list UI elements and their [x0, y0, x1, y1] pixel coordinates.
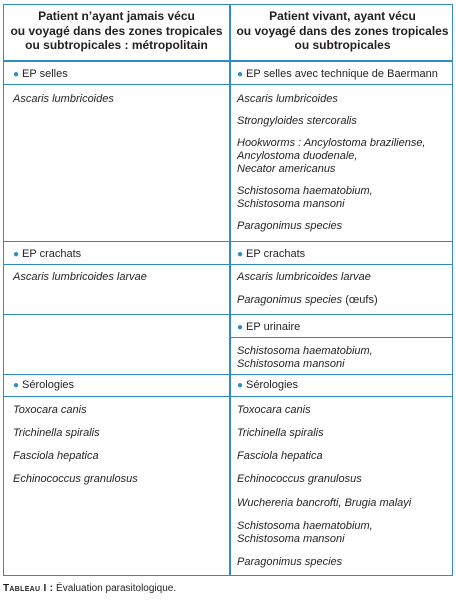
species-item: Necator americanus: [237, 163, 336, 175]
header-rule: [4, 60, 452, 62]
species-item: Wuchereria bancrofti, Brugia malayi: [237, 497, 412, 509]
header-left-line: ou subtropicales : métropolitain: [25, 38, 208, 52]
species-item: Paragonimus species: [237, 556, 343, 568]
row-rule: [230, 337, 452, 338]
header-left-line: ou voyagé dans des zones tropicales: [10, 23, 223, 38]
species-item: Ascaris lumbricoides larvae: [237, 271, 371, 283]
species-item: Schistosoma haematobium,: [237, 520, 373, 532]
species-item: Toxocara canis: [13, 404, 87, 416]
bullet-icon: ●: [13, 69, 20, 80]
section-serologies-left: ● Sérologies: [13, 379, 75, 391]
species-item: Echinococcus granulosus: [237, 473, 362, 485]
header-left-line: Patient n’ayant jamais vécu: [38, 9, 195, 23]
column-divider: [229, 5, 231, 575]
header-right-line: ou voyagé dans des zones tropicales: [236, 23, 449, 38]
species-item: Fasciola hepatica: [237, 450, 323, 462]
bullet-icon: ●: [237, 380, 244, 391]
species-item: Schistosoma haematobium,: [237, 185, 373, 197]
section-ep-crachats-right: ● EP crachats: [237, 248, 306, 260]
species-item: Ascaris lumbricoides larvae: [13, 271, 147, 283]
species-item: Strongyloides stercoralis: [237, 115, 357, 127]
bullet-icon: ●: [237, 69, 244, 80]
header-right-line: Patient vivant, ayant vécu: [269, 9, 416, 23]
row-rule: [4, 396, 452, 397]
species-item: Echinococcus granulosus: [13, 473, 138, 485]
row-rule: [4, 264, 452, 265]
species-item: Fasciola hepatica: [13, 450, 99, 462]
bullet-icon: ●: [13, 249, 20, 260]
species-item: Paragonimus species: [237, 220, 343, 232]
header-right-line: ou subtropicales: [294, 38, 391, 52]
section-ep-selles-right: ● EP selles avec technique de Baermann: [237, 68, 438, 80]
header-right: [236, 9, 449, 53]
caption-label: Tableau I :: [3, 583, 54, 594]
species-item: Ancylostoma duodenale,: [237, 150, 358, 162]
header-left: [10, 9, 223, 53]
species-item: Ascaris lumbricoides: [237, 93, 338, 105]
row-rule: [4, 374, 452, 375]
species-item: Schistosoma mansoni: [237, 358, 345, 370]
species-item: Schistosoma mansoni: [237, 198, 345, 210]
species-item: Toxocara canis: [237, 404, 311, 416]
row-rule: [4, 241, 452, 242]
species-item: Trichinella spiralis: [237, 427, 324, 439]
species-item: Schistosoma mansoni: [237, 533, 345, 545]
caption-text: Évaluation parasitologique.: [53, 583, 177, 594]
row-rule: [4, 314, 452, 315]
row-rule: [4, 84, 452, 85]
species-item: Schistosoma haematobium,: [237, 345, 373, 357]
bullet-icon: ●: [237, 322, 244, 333]
species-item: Hookworms : Ancylostoma braziliense,: [237, 137, 426, 149]
section-ep-selles-left: ● EP selles: [13, 68, 68, 80]
species-item: Trichinella spiralis: [13, 427, 100, 439]
section-ep-urinaire-right: ● EP urinaire: [237, 321, 301, 333]
parasitology-table: [3, 4, 453, 576]
section-ep-crachats-left: ● EP crachats: [13, 248, 82, 260]
bullet-icon: ●: [237, 249, 244, 260]
section-serologies-right: ● Sérologies: [237, 379, 299, 391]
species-item: Ascaris lumbricoides: [13, 93, 114, 105]
species-item: Paragonimus species (œufs): [237, 294, 378, 306]
table-caption: [3, 583, 176, 595]
bullet-icon: ●: [13, 380, 20, 391]
